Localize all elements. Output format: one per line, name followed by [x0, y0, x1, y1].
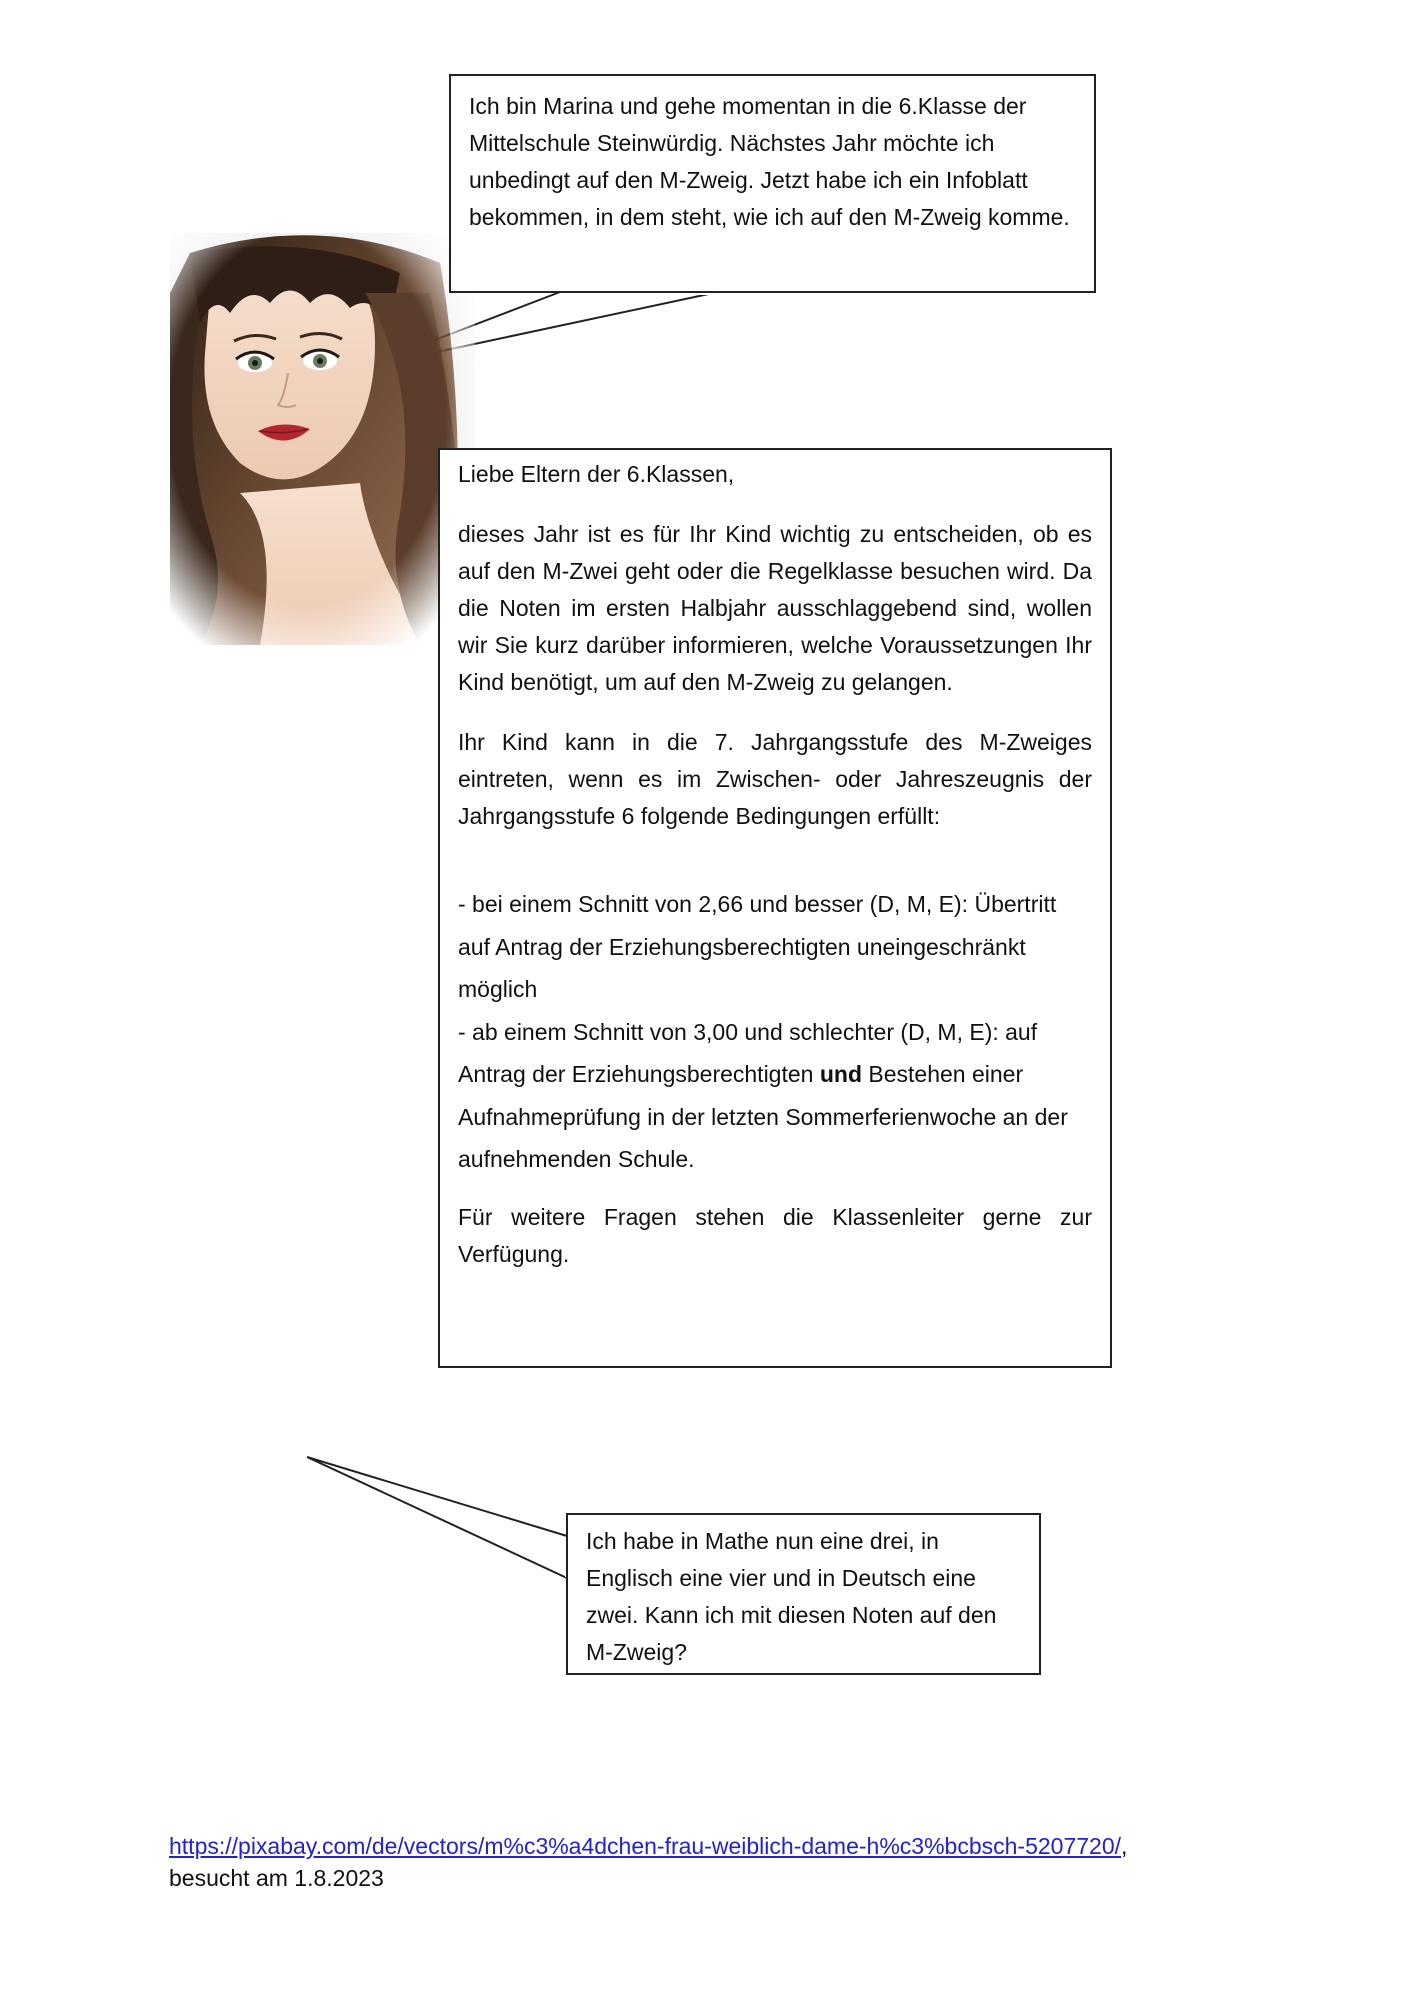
- source-visited-date: besucht am 1.8.2023: [169, 1865, 384, 1891]
- letter-conditions: [458, 883, 1092, 1181]
- letter-paragraph-1: dieses Jahr ist es für Ihr Kind wichtig zu entscheiden, ob es auf den M-Zwei geht oder die Regelklasse besuchen wird. Da die Noten im ersten Halbjahr ausschlaggebend sind, wollen wir Sie kurz darüber informieren, welche Voraussetzungen Ihr Kind benötigt, um auf den M-Zweig zu gelangen.: [458, 521, 1092, 695]
- source-link[interactable]: https://pixabay.com/de/vectors/m%c3%a4dchen-frau-weiblich-dame-h%c3%bcbsch-5207720/: [169, 1833, 1121, 1859]
- condition-2: [458, 1011, 1092, 1181]
- speech-bubble-top: [449, 74, 1096, 293]
- speech-bubble-bottom: [566, 1513, 1041, 1675]
- letter-greeting: Liebe Eltern der 6.Klassen,: [458, 461, 735, 487]
- condition-2-bold: und: [819, 1061, 862, 1087]
- bottom-bubble-tail: [307, 1457, 567, 1578]
- letter-paragraph-2: Ihr Kind kann in die 7. Jahrgangsstufe des M-Zweiges eintreten, wenn es im Zwischen- oder Jahreszeugnis der Jahrgangsstufe 6 folgende Bedingungen erfüllt:: [458, 729, 1092, 829]
- source-url-line: [169, 1830, 1127, 1862]
- condition-1: - bei einem Schnitt von 2,66 und besser (D, M, E): Übertritt auf Antrag der Erziehungsberechtigten uneingeschränkt möglich: [458, 891, 1057, 1002]
- girl-portrait-image: [170, 233, 475, 645]
- speech-bubble-top-text: Ich bin Marina und gehe momentan in die 6.Klasse der Mittelschule Steinwürdig. Nächstes Jahr möchte ich unbedingt auf den M-Zweig. Jetzt habe ich ein Infoblatt bekommen, in dem steht, wie ich auf den M-Zweig komme.: [469, 93, 1070, 230]
- condition-2-part-1: - ab einem Schnitt von 3,00 und schlechter (D, M, E): auf Antrag der Erziehungsberechtigten: [458, 1018, 1038, 1087]
- info-letter-box: [438, 448, 1112, 1368]
- source-url-suffix: ,: [1121, 1833, 1128, 1859]
- speech-bubble-bottom-text: Ich habe in Mathe nun eine drei, in Englisch eine vier und in Deutsch eine zwei. Kann ich mit diesen Noten auf den M-Zweig?: [586, 1528, 997, 1665]
- image-source: [169, 1830, 1127, 1894]
- letter-closing: Für weitere Fragen stehen die Klassenleiter gerne zur Verfügung.: [458, 1203, 1092, 1267]
- condition-2-part-2: Bestehen einer Aufnahmeprüfung in der letzten Sommerferienwoche an der aufnehmenden Schule.: [458, 1061, 1068, 1172]
